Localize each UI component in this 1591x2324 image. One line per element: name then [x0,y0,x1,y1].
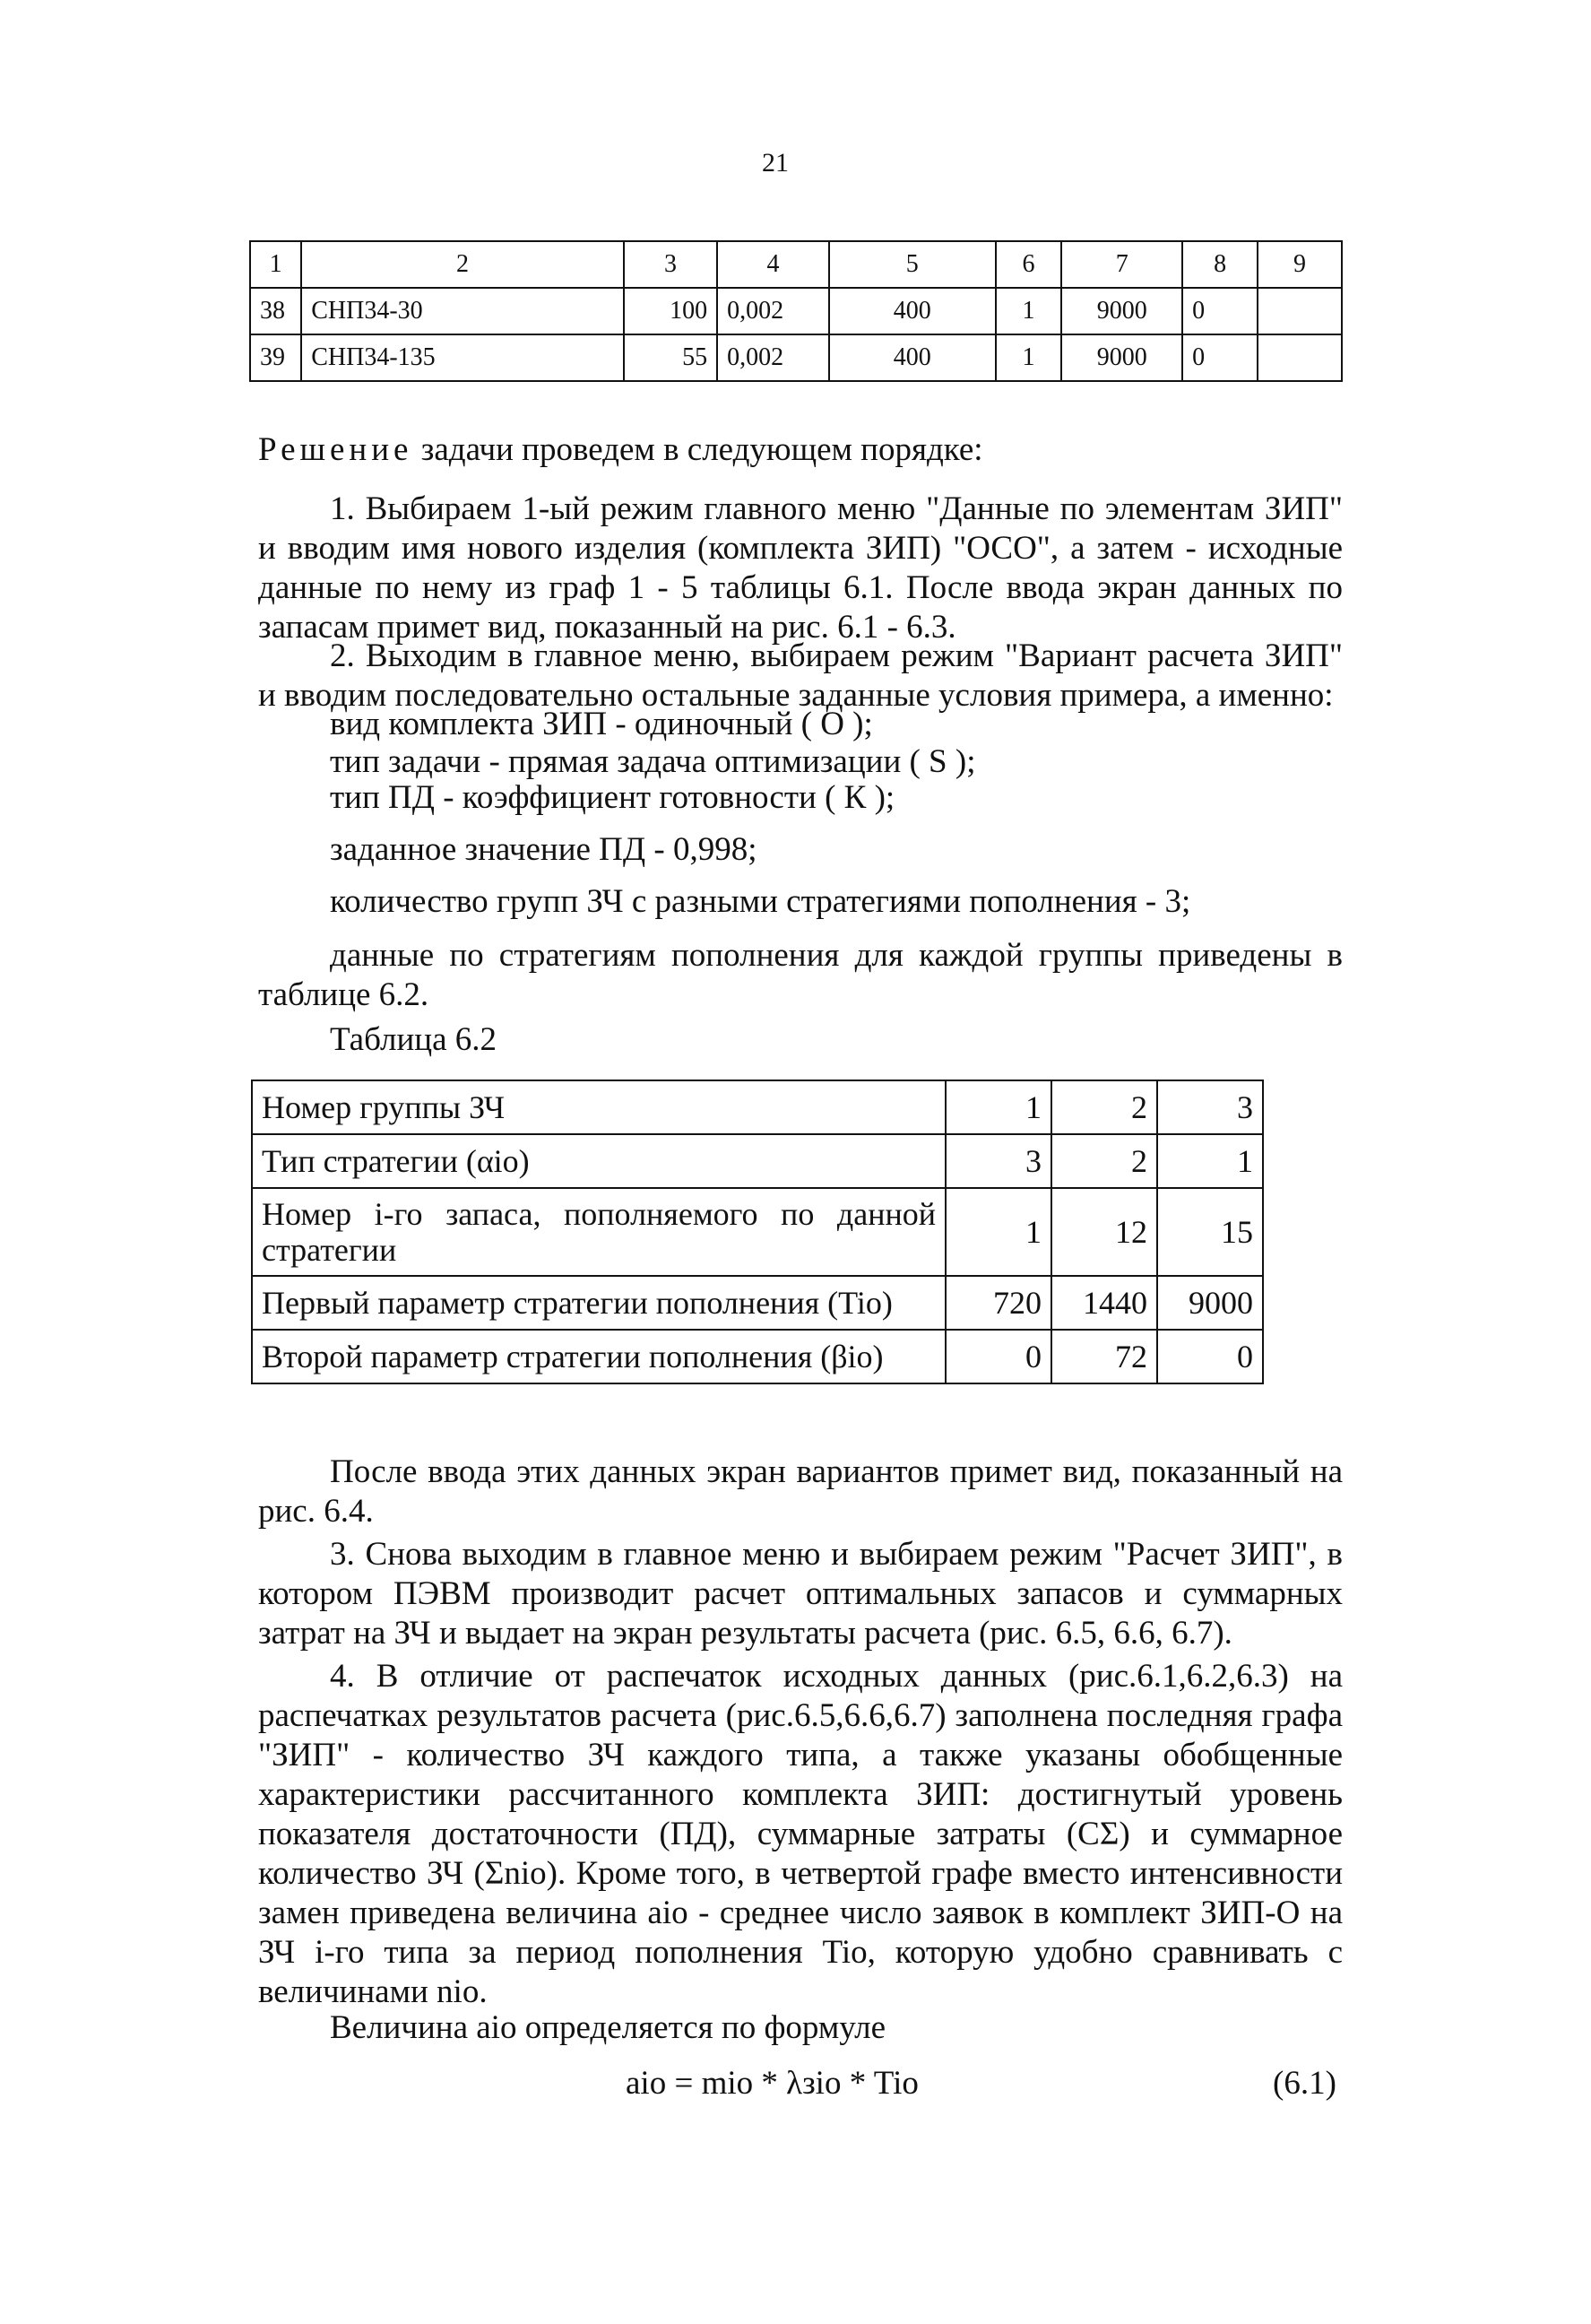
table-cell: 15 [1157,1188,1263,1276]
formula-intro: Величина aio определяется по формуле [330,2009,886,2046]
paragraph-step-4: 4. В отличие от распечаток исходных данных (рис.6.1,6.2,6.3) на распечатках результатов расчета (рис.6.5,6.6,6.7) заполнена последняя графа "ЗИП" - количество ЗЧ каждого типа, а также указаны обобщенные характеристики рассчитанного комплекта ЗИП: достигнутый уровень показателя достаточности (ПД), суммарные затраты (CΣ) и суммарное количество ЗЧ (Σnio). Кроме того, в четвертой графе вместо интенсивности замен приведена величина aio - среднее число заявок в комплект ЗИП-О на ЗЧ i-го типа за период пополнения Tio, которую удобно сравнивать с величинами nio. [258,1658,1343,2010]
table-header-cell: 4 [717,241,829,288]
table-cell: 0 [1182,334,1258,381]
condition-indicator-type: тип ПД - коэффициент готовности ( К ); [330,779,895,816]
condition-target-value: заданное значение ПД - 0,998; [330,831,757,868]
table-cell: 0 [1182,288,1258,334]
solution-word: Решение [258,431,413,468]
paragraph-after-table: После ввода этих данных экран вариантов примет вид, показанный на рис. 6.4. [258,1453,1343,1530]
table-header-cell: 6 [996,241,1062,288]
table-row [252,1134,1263,1188]
table-cell: 0 [1157,1330,1263,1383]
table-cell: 720 [946,1276,1051,1330]
table-cell: 1440 [1051,1276,1157,1330]
row-label: Номер i-го запаса, пополняемого по данной стратегии [252,1188,946,1276]
table-header-row [250,241,1342,288]
table-cell: 12 [1051,1188,1157,1276]
table-cell: 3 [946,1134,1051,1188]
table-cell: 1 [946,1080,1051,1134]
table-cell [1258,334,1342,381]
table-cell: 400 [829,288,996,334]
condition-task-type: тип задачи - прямая задача оптимизации ( S ); [330,743,976,780]
table-header-cell: 1 [250,241,301,288]
row-label: Номер группы ЗЧ [252,1080,946,1134]
table-cell: 38 [250,288,301,334]
row-label: Второй параметр стратегии пополнения (βio) [252,1330,946,1383]
table-cell: 9000 [1157,1276,1263,1330]
table-row [250,288,1342,334]
paragraph-step-1: 1. Выбираем 1-ый режим главного меню "Данные по элементам ЗИП" и вводим имя нового изделия (комплекта ЗИП) "ОСО", а затем - исходные данные по нему из граф 1 - 5 таблицы 6.1. После ввода экран данных по запасам примет вид, показанный на рис. 6.1 - 6.3. [258,490,1343,646]
strategy-table [251,1080,1264,1384]
table-cell: 1 [946,1188,1051,1276]
solution-rest: задачи проведем в следующем порядке: [412,431,983,468]
table-cell: 0,002 [717,334,829,381]
table-cell: 1 [996,334,1062,381]
table-header-cell: 2 [301,241,624,288]
row-label: Первый параметр стратегии пополнения (Tio) [252,1276,946,1330]
table-header-cell: 8 [1182,241,1258,288]
condition-kit-type: вид комплекта ЗИП - одиночный ( О ); [330,706,873,742]
table-cell: 72 [1051,1330,1157,1383]
table-cell: 2 [1051,1134,1157,1188]
table-caption: Таблица 6.2 [330,1021,497,1058]
table-cell: 55 [624,334,717,381]
page-number: 21 [762,148,789,178]
table-cell [1258,288,1342,334]
table-cell: 1 [996,288,1062,334]
table-cell: 39 [250,334,301,381]
table-cell: 0,002 [717,288,829,334]
table-row [252,1276,1263,1330]
table-header-cell: 3 [624,241,717,288]
table-cell: 9000 [1061,288,1182,334]
table-cell: 0 [946,1330,1051,1383]
formula: aio = mio * λзio * Tio [626,2065,919,2102]
paragraph-step-3: 3. Снова выходим в главное меню и выбираем режим "Расчет ЗИП", в котором ПЭВМ производит расчет оптимальных запасов и суммарных затрат на ЗЧ и выдает на экран результаты расчета (рис. 6.5, 6.6, 6.7). [258,1536,1343,1652]
condition-strategy-data: данные по стратегиям пополнения для каждой группы приведены в таблице 6.2. [258,937,1343,1013]
paragraph-step-2: 2. Выходим в главное меню, выбираем режим "Вариант расчета ЗИП" и вводим последовательно остальные заданные условия примера, а именно: [258,637,1343,714]
table-header-cell: 5 [829,241,996,288]
table-row [252,1330,1263,1383]
table-row [252,1188,1263,1276]
table-header-cell: 9 [1258,241,1342,288]
continued-data-table [249,240,1343,382]
table-cell: 400 [829,334,996,381]
table-cell: СНП34-30 [301,288,624,334]
table-cell: 9000 [1061,334,1182,381]
table-cell: 2 [1051,1080,1157,1134]
table-cell: 3 [1157,1080,1263,1134]
table-row [252,1080,1263,1134]
table-cell: СНП34-135 [301,334,624,381]
solution-heading [258,430,1343,470]
table-row [250,334,1342,381]
equation-number: (6.1) [1273,2065,1336,2102]
table-header-cell: 7 [1061,241,1182,288]
row-label: Тип стратегии (αio) [252,1134,946,1188]
table-cell: 1 [1157,1134,1263,1188]
table-cell: 100 [624,288,717,334]
condition-group-count: количество групп ЗЧ с разными стратегиями пополнения - 3; [330,883,1191,920]
